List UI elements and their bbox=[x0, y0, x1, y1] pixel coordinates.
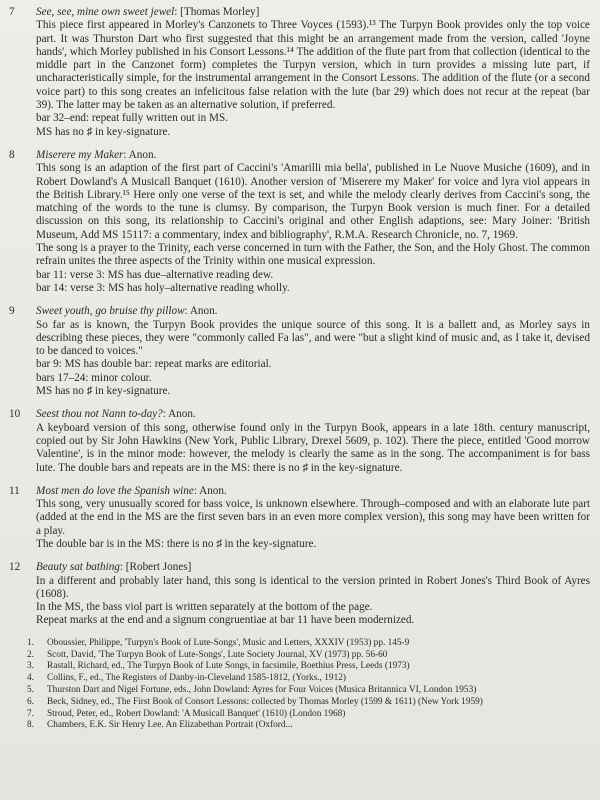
entry-paragraph: In a different and probably later hand, this song is identical to the version printed in Robert Jones's Third Book of Ayres (1608). bbox=[36, 574, 590, 600]
entry-body bbox=[36, 305, 590, 398]
footnote-number: 8. bbox=[27, 720, 34, 731]
footnote-text: Thurston Dart and Nigel Fortune, eds., John Dowland: Ayres for Four Voices (Musica Britannica VI, London 1953) bbox=[47, 684, 477, 695]
footnote-text: Stroud, Peter, ed., Robert Dowland: 'A Musicall Banquet' (1610) (London 1968) bbox=[47, 708, 346, 719]
entry-paragraph: This song is an adaption of the first part of Caccini's 'Amarilli mia bella', published in Le Nuove Musiche (1609), and in Robert Dowland's A Musicall Banquet (1610). Another version of 'Miserere my Maker' for voice and lyra viol appears in the British Library.¹⁵ Here only one verse of the text is set, and while the melody clearly derives from Caccini's song, the matching of the words to the tune is clumsy. By comparison, the Turpyn Book version is much finer. For a detailed discussion on this song, its relationship to Caccini's original and other English adaptions, see: Mary Joiner: 'British Museum, Add MS 15117: a commentary, index and bibliography', R.M.A. Research Chronicle, no. 7, 1969. bbox=[36, 162, 590, 241]
note-entry bbox=[9, 305, 590, 398]
footnote bbox=[27, 673, 590, 685]
entry-paragraph: This piece first appeared in Morley's Canzonets to Three Voyces (1593).¹³ The Turpyn Book provides only the top voice part. It was Thurston Dart who first suggested that this might be an arrangement made from the version, called 'Joyne hands', which Morley published in his Consort Lessons.¹⁴ The addition of the flute part from that collection (identical to the middle part in the Canzonet form) completes the Turpyn version, which in turn provides a missing lute part, if uncharacteristically simple, for the instrumental arrangement in the Consort Lessons. The addition of the flute (or a second voice part) to this song creates an infelicitous false relation with the lute (bar 29) which does not recur at the repeat (bar 39). The latter may be taken as an alternative solution, if preferred. bbox=[36, 19, 590, 112]
footnote-number: 1. bbox=[27, 637, 34, 648]
song-title: Seest thou not Nann to-day? bbox=[36, 408, 163, 421]
footnote-text: Beck, Sidney, ed., The First Book of Consort Lessons: collected by Thomas Morley (1599 & 1611) (New York 1959) bbox=[47, 696, 483, 707]
editorial-note: bar 32–end: repeat fully written out in MS. bbox=[36, 112, 229, 125]
footnote-number: 5. bbox=[27, 684, 34, 695]
footnote-text: Scott, David, 'The Turpyn Book of Lute-Songs', Lute Society Journal, XV (1973) pp. 56-60 bbox=[47, 649, 388, 660]
editorial-note: bars 17–24: minor colour. bbox=[36, 371, 152, 384]
entry-body bbox=[36, 408, 590, 474]
footnote bbox=[27, 638, 590, 650]
editorial-note: The double bar is in the MS: there is no ♯ in the key-signature. bbox=[36, 537, 317, 550]
song-title: See, see, mine own sweet jewel bbox=[36, 6, 175, 18]
song-attribution: : [Thomas Morley] bbox=[174, 6, 260, 18]
footnote bbox=[27, 697, 590, 709]
entry-number: 10 bbox=[9, 408, 21, 421]
footnote-number: 7. bbox=[27, 708, 34, 719]
editorial-note: In the MS, the bass viol part is written separately at the bottom of the page. bbox=[36, 601, 373, 614]
entry-body bbox=[36, 149, 590, 295]
song-attribution: : Anon. bbox=[162, 408, 196, 421]
footnotes bbox=[9, 638, 590, 732]
entry-paragraph: A keyboard version of this song, otherwise found only in the Turpyn Book, appears in a late 18th. century manuscript, copied out by Sir John Hawkins (New York, Public Library, Drexel 5609, p. 102). There the piece, entitled 'Good morrow Valentine', is in the minor mode: however, the melody is clearly the same as in the song. The accompaniment is for bass lute. The double bars and repeats are in the MS: there is no ♯ in the key-signature. bbox=[36, 421, 590, 474]
note-entry bbox=[9, 149, 590, 295]
entry-heading bbox=[36, 408, 590, 421]
editorial-note: The song is a prayer to the Trinity, each verse concerned in turn with the Father, the Son, and the Holy Ghost. The common refrain unites the three aspects of the Trinity within one musical expression. bbox=[36, 242, 590, 268]
editorial-note: bar 14: verse 3: MS has holy–alternative reading wholly. bbox=[36, 281, 290, 294]
entry-paragraph: So far as is known, the Turpyn Book provides the unique source of this song. It is a ballett and, as Morley says in describing these pieces, they were "commonly called Fa las", and were "but a slight kind of music and, as I take it, devised to be danced to voices." bbox=[36, 318, 590, 358]
song-attribution: : [Robert Jones] bbox=[119, 561, 192, 574]
footnote bbox=[27, 709, 590, 721]
footnote-number: 3. bbox=[27, 661, 34, 672]
song-attribution: : Anon. bbox=[123, 148, 157, 161]
entry-heading bbox=[36, 6, 590, 19]
footnote-number: 2. bbox=[27, 649, 34, 660]
footnote bbox=[27, 720, 590, 732]
entry-body bbox=[36, 561, 590, 627]
entry-heading bbox=[36, 485, 590, 498]
entry-number: 7 bbox=[9, 6, 15, 18]
entry-body bbox=[36, 6, 590, 139]
entry-number: 11 bbox=[9, 484, 20, 497]
footnote-text: Oboussier, Philippe, 'Turpyn's Book of Lute-Songs', Music and Letters, XXXIV (1953) pp. 145-9 bbox=[47, 637, 410, 648]
song-title: Beauty sat bathing bbox=[36, 561, 120, 574]
editorial-note: bar 11: verse 3: MS has due–alternative reading dew. bbox=[36, 268, 274, 281]
footnote-text: Collins, F., ed., The Registers of Danby-in-Cleveland 1585-1812, (Yorks., 1912) bbox=[47, 673, 346, 684]
entry-number: 9 bbox=[9, 305, 15, 318]
song-title: Most men do love the Spanish wine bbox=[36, 484, 194, 497]
footnote bbox=[27, 650, 590, 662]
editorial-note: MS has no ♯ in key-signature. bbox=[36, 385, 171, 398]
entry-heading bbox=[36, 305, 590, 318]
notes-list bbox=[9, 6, 590, 628]
footnote-text: Chambers, E.K. Sir Henry Lee. An Elizabethan Portrait (Oxford... bbox=[47, 720, 293, 731]
song-title: Sweet youth, go bruise thy pillow bbox=[36, 305, 185, 318]
footnote-number: 4. bbox=[27, 673, 34, 684]
footnote bbox=[27, 685, 590, 697]
entry-paragraph: This song, very unusually scored for bass voice, is unknown elsewhere. Through–composed and with an elaborate lute part (added at the end in the MS are the first seven bars in an even more complex version), this song may have been written for a play. bbox=[36, 498, 590, 537]
editorial-note: MS has no ♯ in key-signature. bbox=[36, 125, 171, 138]
editorial-note: bar 9: MS has double bar: repeat marks are editorial. bbox=[36, 358, 272, 371]
note-entry bbox=[9, 561, 590, 627]
song-title: Miserere my Maker bbox=[36, 148, 124, 161]
song-attribution: : Anon. bbox=[193, 484, 227, 497]
entry-body bbox=[36, 485, 590, 551]
entry-heading bbox=[36, 149, 590, 162]
footnote bbox=[27, 661, 590, 673]
note-entry bbox=[9, 6, 590, 139]
song-attribution: : Anon. bbox=[184, 305, 218, 318]
entry-number: 12 bbox=[9, 561, 21, 574]
note-entry bbox=[9, 485, 590, 551]
footnote-number: 6. bbox=[27, 696, 34, 707]
entry-number: 8 bbox=[9, 148, 15, 161]
entry-heading bbox=[36, 561, 590, 574]
footnote-text: Rastall, Richard, ed., The Turpyn Book of Lute Songs, in facsimile, Boethius Press, Leeds (1973) bbox=[47, 661, 410, 672]
editorial-note: Repeat marks at the end and a signum congruentiae at bar 11 have been modernized. bbox=[36, 614, 415, 627]
note-entry bbox=[9, 408, 590, 474]
